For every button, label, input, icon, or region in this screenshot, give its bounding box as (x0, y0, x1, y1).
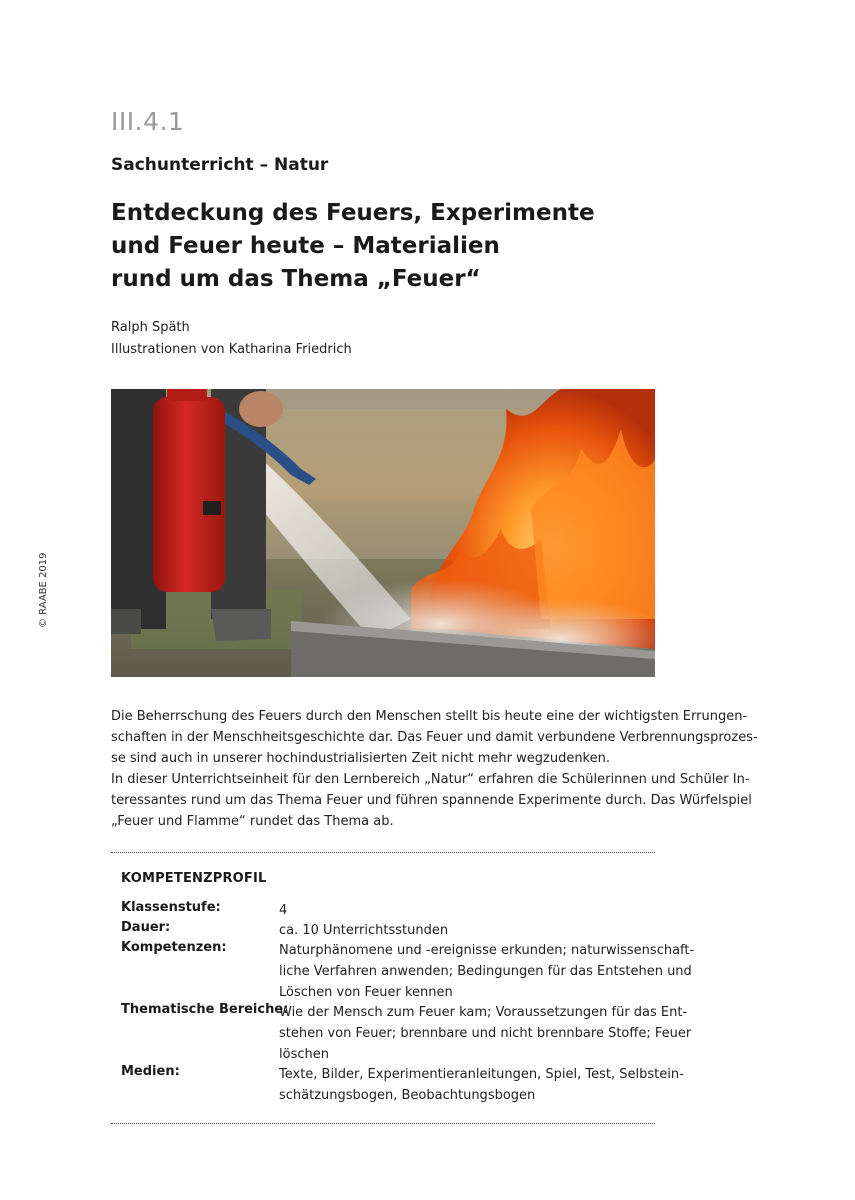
profile-heading: KOMPETENZPROFIL (121, 871, 267, 886)
intro-line: In dieser Unterrichtseinheit für den Lernbereich „Natur“ erfahren die Schülerinnen und Schüler In- (111, 772, 750, 787)
dotted-divider (111, 852, 655, 853)
intro-line: „Feuer und Flamme“ rundet das Thema ab. (111, 814, 394, 829)
profile-label: Kompetenzen: (121, 940, 227, 955)
title-line: rund um das Thema „Feuer“ (111, 266, 481, 292)
profile-value (279, 1002, 692, 1065)
profile-value (279, 1064, 684, 1106)
title-line: Entdeckung des Feuers, Experimente (111, 200, 595, 226)
fire-extinguisher-photo (111, 389, 655, 677)
profile-value-line: Naturphänomene und -ereignisse erkunden; naturwissenschaft- (279, 943, 695, 958)
intro-line: teressantes rund um das Thema Feuer und führen spannende Experimente durch. Das Würfelspiel (111, 793, 752, 808)
intro-line: Die Beherrschung des Feuers durch den Menschen stellt bis heute eine der wichtigsten Errungen- (111, 709, 748, 724)
profile-value (279, 900, 654, 921)
author-name: Ralph Späth (111, 320, 190, 335)
intro-paragraph (111, 769, 752, 832)
intro-paragraph (111, 706, 758, 769)
profile-value-line: löschen (279, 1047, 329, 1062)
profile-value-line: schätzungsbogen, Beobachtungsbogen (279, 1088, 536, 1103)
profile-label: Medien: (121, 1064, 180, 1079)
page-title (111, 197, 631, 296)
profile-value-line: stehen von Feuer; brennbare und nicht brennbare Stoffe; Feuer (279, 1026, 692, 1041)
profile-value (279, 920, 654, 941)
intro-line: se sind auch in unserer hochindustrialisierten Zeit nicht mehr wegzudenken. (111, 751, 610, 766)
profile-label: Klassenstufe: (121, 900, 221, 915)
unit-code: III.4.1 (111, 107, 185, 136)
profile-value-line: 4 (279, 903, 288, 918)
dotted-divider (111, 1123, 655, 1124)
profile-value-line: liche Verfahren anwenden; Bedingungen für das Entstehen und (279, 964, 692, 979)
profile-value-line: ca. 10 Unterrichtsstunden (279, 923, 449, 938)
profile-value-line: Texte, Bilder, Experimentieranleitungen, Spiel, Test, Selbstein- (279, 1067, 684, 1082)
profile-label: Dauer: (121, 920, 171, 935)
subject-line: Sachunterricht – Natur (111, 155, 329, 175)
profile-value (279, 940, 695, 1003)
profile-value-line: Wie der Mensch zum Feuer kam; Voraussetzungen für das Ent- (279, 1005, 688, 1020)
profile-label: Thematische Bereiche: (121, 1002, 289, 1017)
profile-value-line: Löschen von Feuer kennen (279, 985, 453, 1000)
copyright-note: © RAABE 2019 (38, 552, 49, 628)
illustrator-credit: Illustrationen von Katharina Friedrich (111, 342, 352, 357)
intro-line: schaften in der Menschheitsgeschichte dar. Das Feuer und damit verbundene Verbrennungsprozes- (111, 730, 758, 745)
title-line: und Feuer heute – Materialien (111, 233, 500, 259)
intro-text (111, 706, 758, 832)
